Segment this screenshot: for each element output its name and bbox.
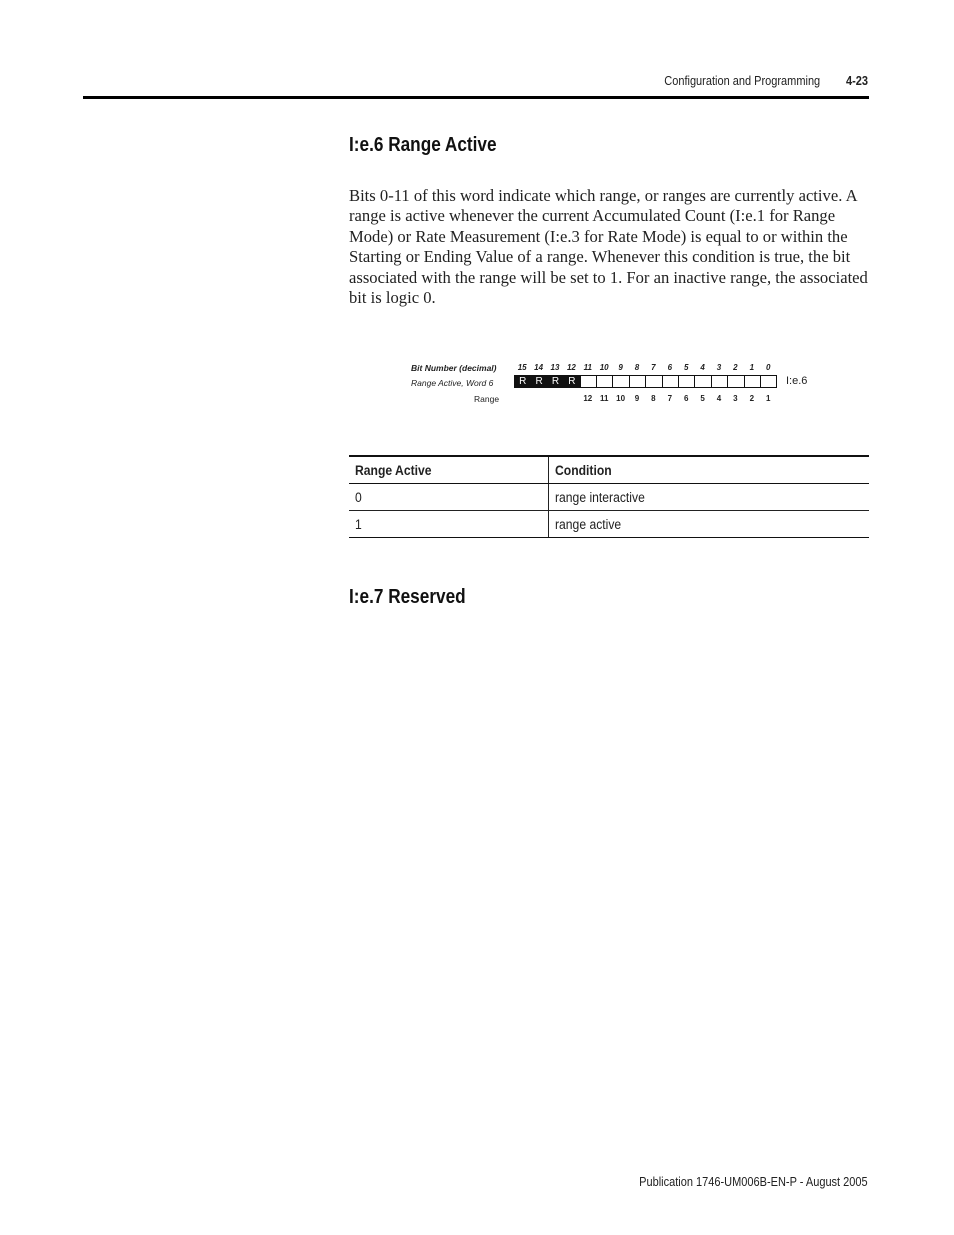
range-number: 8 xyxy=(651,394,656,403)
table-cell-value: 0 xyxy=(349,484,549,511)
bit-number: 9 xyxy=(618,363,623,372)
section-heading-reserved: I:e.7 Reserved xyxy=(349,586,466,608)
range-bit-cell xyxy=(727,375,744,388)
bit-number: 10 xyxy=(599,363,609,372)
range-label: Range xyxy=(474,394,500,404)
table-cell-condition: range interactive xyxy=(549,484,870,511)
word-tag: I:e.6 xyxy=(786,375,808,387)
header-rule xyxy=(83,96,869,99)
bit-number: 8 xyxy=(634,363,640,372)
range-number: 3 xyxy=(733,394,738,403)
range-bit-cell xyxy=(662,375,679,388)
range-active-table xyxy=(349,455,869,538)
header-page-number: 4-23 xyxy=(845,74,868,88)
bit-number: 11 xyxy=(583,363,592,372)
word-label: Range Active, Word 6 xyxy=(411,378,494,388)
range-number: 7 xyxy=(667,394,673,403)
table-row xyxy=(349,511,869,538)
bit-number: 14 xyxy=(534,363,544,372)
reserved-bit-cell: R xyxy=(547,375,564,388)
range-bit-cell xyxy=(694,375,711,388)
range-number: 12 xyxy=(583,394,593,403)
bit-number: 7 xyxy=(651,363,656,372)
table-header-row xyxy=(349,456,869,484)
range-number: 9 xyxy=(634,394,640,403)
table-cell-value: 1 xyxy=(349,511,549,538)
reserved-bit-cell: R xyxy=(514,375,531,388)
publication-footer: Publication 1746-UM006B-EN-P - August 2005 xyxy=(639,1175,868,1189)
range-number: 1 xyxy=(765,394,771,403)
bit-number: 3 xyxy=(716,363,722,372)
range-number: 10 xyxy=(616,394,626,403)
section-heading-range-active: I:e.6 Range Active xyxy=(349,134,497,156)
reserved-bit-cell: R xyxy=(563,375,580,388)
range-number: 11 xyxy=(599,394,609,403)
range-bit-cell xyxy=(760,375,777,388)
range-bit-cell xyxy=(711,375,728,388)
bit-number: 15 xyxy=(517,363,527,372)
range-active-description: Bits 0-11 of this word indicate which range, or ranges are currently active. A range is active whenever the current Accumulated Count (I:e.1 for Range Mode) or Rate Measurement (I:e.3 for Rate Mode) is equal to or within the Starting or Ending Value of a range. Whenever this condition is true, the bit associated with the range will be set to 1. For an inactive range, the associated bit is logic 0. xyxy=(349,186,868,308)
bit-number: 4 xyxy=(700,363,705,372)
reserved-bit-cell: R xyxy=(530,375,547,388)
table-header-range-active: Range Active xyxy=(349,456,549,484)
bit-number: 12 xyxy=(566,363,576,372)
bit-number: 6 xyxy=(667,363,673,372)
range-bit-cell xyxy=(629,375,646,388)
bit-number-label: Bit Number (decimal) xyxy=(411,363,497,373)
range-bit-cell xyxy=(744,375,761,388)
bit-number: 2 xyxy=(733,363,738,372)
range-bit-cell xyxy=(596,375,613,388)
range-number: 4 xyxy=(716,394,722,403)
bit-number: 1 xyxy=(749,363,755,372)
range-bit-cell xyxy=(645,375,662,388)
range-bit-cell xyxy=(580,375,597,388)
range-number: 6 xyxy=(683,394,689,403)
header-section-title: Configuration and Programming xyxy=(664,74,820,88)
range-number: 2 xyxy=(749,394,755,403)
table-header-condition: Condition xyxy=(549,456,870,484)
table-row xyxy=(349,484,869,511)
bit-number: 5 xyxy=(683,363,689,372)
range-bit-cell xyxy=(678,375,695,388)
bit-number: 0 xyxy=(765,363,771,372)
range-bit-cell xyxy=(612,375,629,388)
bit-number: 13 xyxy=(550,363,560,372)
table-cell-condition: range active xyxy=(549,511,870,538)
range-number: 5 xyxy=(700,394,705,403)
